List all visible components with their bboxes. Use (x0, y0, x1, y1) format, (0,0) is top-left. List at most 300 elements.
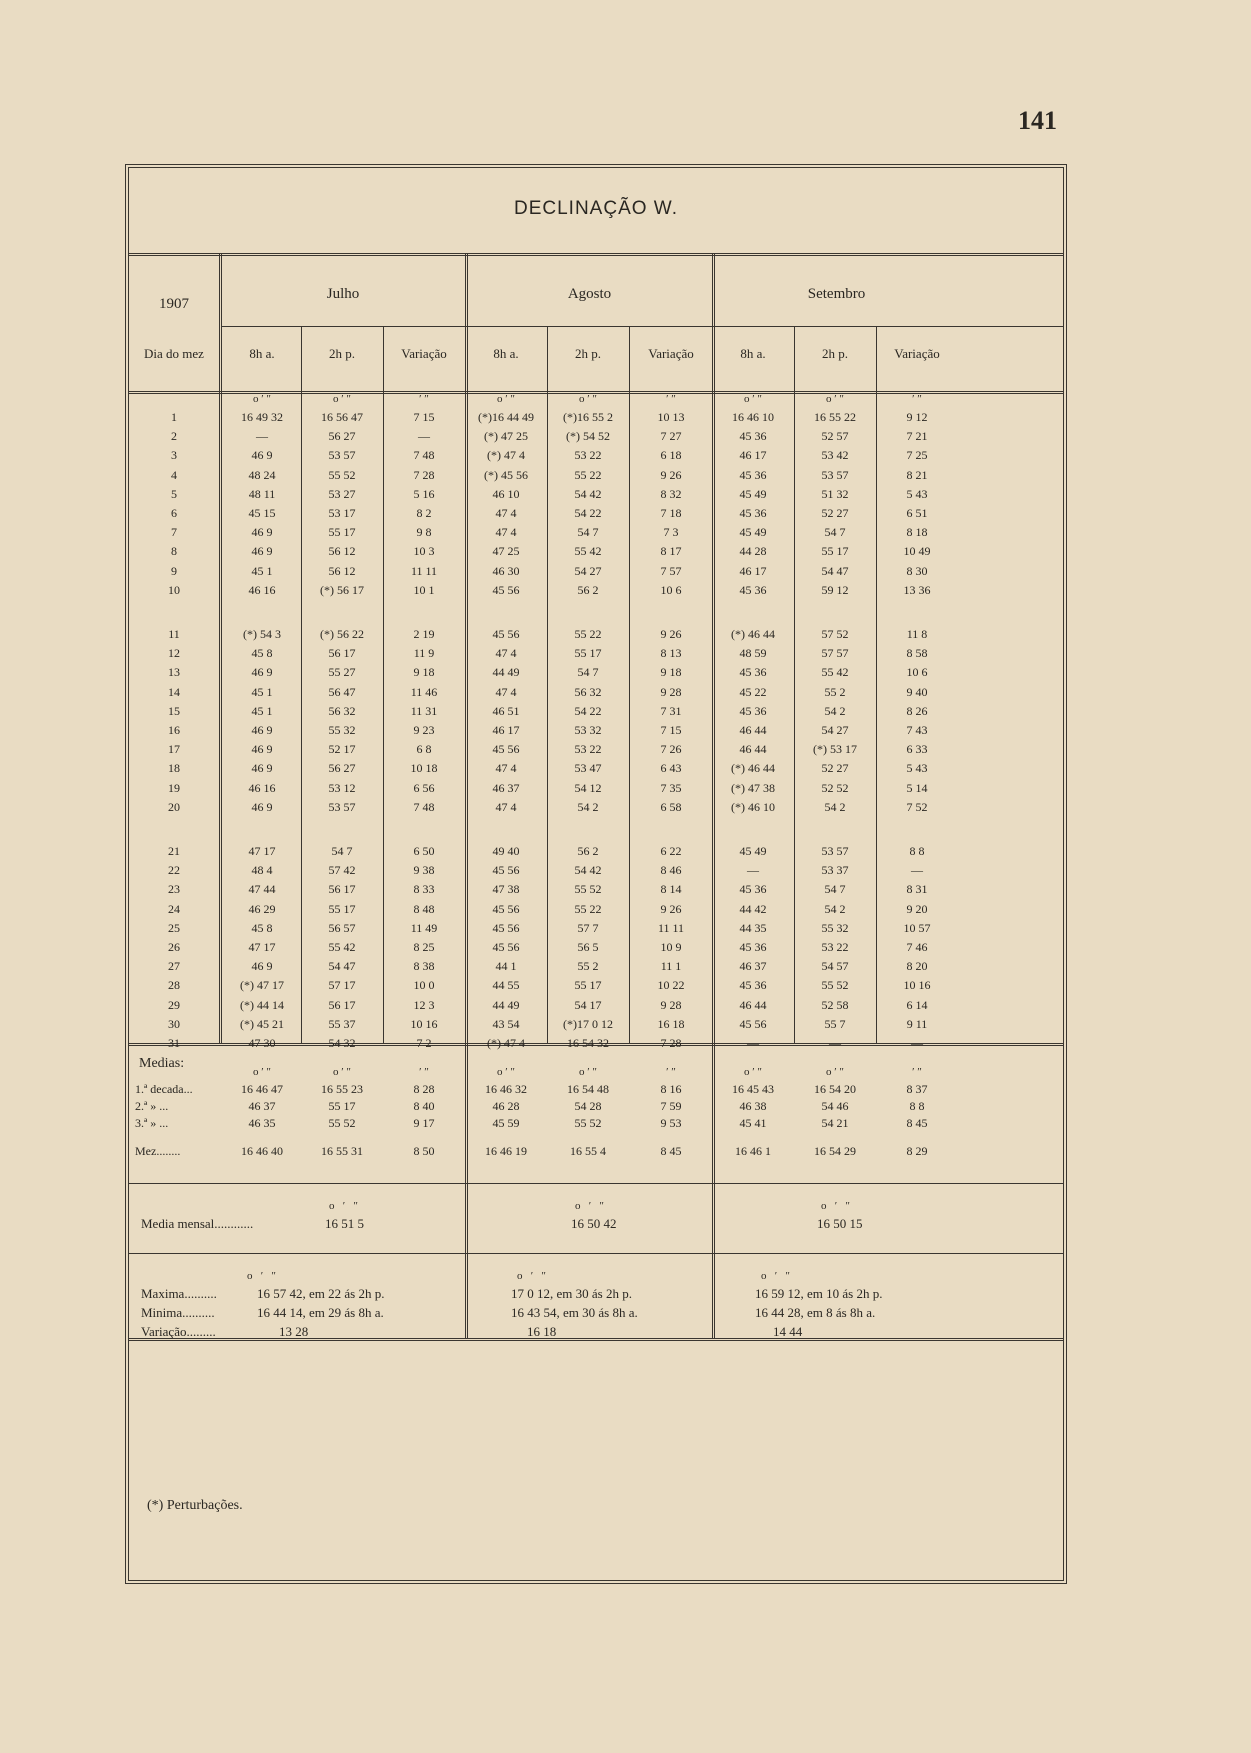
value-cell: (*) 47 38 (731, 780, 775, 795)
value-cell: 7 43 (906, 723, 928, 737)
value-cell: 47 4 (495, 646, 517, 661)
julho-maxima: 16 57 42, em 22 ás 2h p. (257, 1286, 385, 1301)
unit-mark: o ′ ″ (247, 1270, 276, 1282)
value-cell: 44 55 (492, 978, 520, 993)
medias-value: 8 16 (660, 1082, 682, 1096)
table-row (129, 685, 1063, 705)
setembro-maxima: 16 59 12, em 10 ás 2h p. (755, 1286, 883, 1301)
value-cell: (*) 47 4 (487, 1036, 525, 1050)
value-cell: 16 54 32 (567, 1036, 609, 1050)
agosto-variacao: 16 18 (527, 1324, 557, 1339)
medias-value: 55 17 (328, 1099, 356, 1113)
value-cell: 53 27 (328, 486, 356, 501)
unit-mark: o ′ ″ (253, 1066, 271, 1078)
medias-value: 8 45 (906, 1116, 928, 1130)
medias-value: 46 28 (492, 1099, 520, 1113)
value-cell: 56 5 (577, 940, 599, 954)
medias-value: 16 45 43 (732, 1082, 774, 1096)
column-header: 2h p. (822, 346, 848, 361)
value-cell: 55 2 (577, 959, 599, 974)
medias-value: 46 38 (739, 1099, 767, 1113)
medias-value: 55 52 (574, 1116, 602, 1130)
value-cell: — (747, 1036, 759, 1050)
value-cell: (*) 47 17 (240, 978, 284, 993)
value-cell: 9 18 (413, 665, 435, 680)
value-cell: 45 8 (251, 920, 273, 935)
medias-value: 8 45 (660, 1144, 682, 1158)
value-cell: 54 2 (824, 799, 846, 814)
value-cell: 48 4 (251, 863, 273, 878)
value-cell: 54 12 (574, 780, 602, 795)
page-number: 141 (1018, 106, 1057, 135)
medias-value: 8 29 (906, 1144, 928, 1158)
value-cell: (*) 47 25 (484, 429, 528, 444)
value-cell: 44 49 (492, 665, 520, 680)
unit-mark: o ′ ″ (579, 393, 597, 405)
medias-value: 16 55 23 (321, 1082, 363, 1096)
value-cell: 44 35 (739, 920, 767, 935)
unit-mark: o ′ ″ (744, 1066, 762, 1078)
value-cell: 7 26 (660, 742, 682, 757)
day-cell: 20 (168, 799, 180, 814)
value-cell: 8 25 (413, 940, 435, 954)
value-cell: 54 27 (574, 563, 602, 578)
value-cell: 7 46 (906, 940, 928, 954)
value-cell: 7 21 (906, 429, 928, 444)
minima-label: Minima.......... (141, 1305, 215, 1320)
column-header: Variação (894, 346, 940, 361)
value-cell: 55 2 (824, 684, 846, 699)
value-cell: 47 4 (495, 761, 517, 776)
value-cell: 54 57 (821, 959, 849, 974)
table-row (129, 1017, 1063, 1037)
value-cell: (*) 56 22 (320, 627, 364, 641)
rule (129, 253, 1063, 256)
table-row (129, 544, 1063, 564)
value-cell: 46 9 (251, 665, 273, 680)
month-header-setembro: Setembro (807, 286, 866, 302)
value-cell: 47 4 (495, 684, 517, 699)
value-cell: 52 27 (821, 506, 849, 520)
value-cell: 45 36 (739, 506, 767, 520)
value-cell: 47 4 (495, 506, 517, 520)
value-cell: 7 31 (660, 703, 682, 718)
value-cell: 55 17 (328, 525, 356, 540)
value-cell: — (747, 863, 759, 878)
medias-value: 9 17 (413, 1116, 435, 1130)
value-cell: 10 16 (903, 978, 931, 993)
medias-value: 16 55 4 (570, 1144, 606, 1158)
table-row (129, 978, 1063, 998)
value-cell: 47 25 (492, 544, 520, 559)
medias-row (129, 1144, 1063, 1164)
medias-row (129, 1116, 1063, 1136)
agosto-minima: 16 43 54, em 30 ás 8h a. (511, 1305, 638, 1320)
value-cell: 5 43 (906, 486, 928, 501)
day-cell: 6 (171, 506, 177, 520)
value-cell: 9 12 (906, 410, 928, 424)
medias-row-label: Mez........ (135, 1144, 181, 1158)
value-cell: 54 7 (824, 882, 846, 897)
value-cell: 45 56 (492, 627, 520, 641)
value-cell: 8 13 (660, 646, 682, 661)
value-cell: 10 18 (410, 761, 438, 776)
media-mensal-label: Media mensal............ (141, 1216, 254, 1231)
value-cell: 45 56 (492, 863, 520, 878)
value-cell: 7 25 (906, 448, 928, 463)
value-cell: 55 17 (328, 901, 356, 916)
value-cell: 56 17 (328, 646, 356, 661)
month-header-julho: Julho (326, 286, 360, 302)
value-cell: 56 2 (577, 582, 599, 597)
medias-value: 45 59 (492, 1116, 520, 1130)
value-cell: 8 30 (906, 563, 928, 578)
value-cell: 57 52 (821, 627, 849, 641)
unit-mark: o ′ ″ (575, 1200, 604, 1212)
value-cell: 9 8 (416, 525, 432, 540)
unit-mark: o ′ ″ (826, 1066, 844, 1078)
value-cell: 56 17 (328, 997, 356, 1012)
value-cell: 45 8 (251, 646, 273, 661)
value-cell: 54 47 (328, 959, 356, 974)
rule (129, 1338, 1063, 1341)
medias-value: 16 54 48 (567, 1082, 609, 1096)
unit-mark: o ′ ″ (826, 393, 844, 405)
value-cell: 5 14 (906, 780, 928, 795)
value-cell: 11 8 (906, 627, 928, 641)
value-cell: 54 7 (577, 665, 599, 680)
value-cell: 52 17 (328, 742, 356, 757)
value-cell: 54 27 (821, 723, 849, 737)
value-cell: 9 18 (660, 665, 682, 680)
table-row (129, 410, 1063, 430)
value-cell: 54 47 (821, 563, 849, 578)
value-cell: 57 42 (328, 863, 356, 878)
value-cell: 55 52 (328, 467, 356, 482)
table-row (129, 761, 1063, 781)
table-row (129, 525, 1063, 545)
value-cell: 51 32 (821, 486, 849, 501)
value-cell: 7 18 (660, 506, 682, 520)
medias-value: 54 21 (821, 1116, 849, 1130)
value-cell: 44 49 (492, 997, 520, 1012)
value-cell: 6 58 (660, 799, 682, 814)
value-cell: 5 43 (906, 761, 928, 776)
value-cell: 45 36 (739, 978, 767, 993)
medias-value: 8 28 (413, 1082, 435, 1096)
column-header: Variação (648, 346, 694, 361)
value-cell: 46 9 (251, 959, 273, 974)
value-cell: 45 49 (739, 486, 767, 501)
value-cell: 57 7 (577, 920, 599, 935)
value-cell: 53 22 (574, 742, 602, 757)
value-cell: 11 1 (660, 959, 682, 974)
value-cell: 54 22 (574, 703, 602, 718)
value-cell: 57 17 (328, 978, 356, 993)
year-header: 1907 (159, 296, 189, 312)
footnote: (*) Perturbações. (147, 1498, 243, 1513)
value-cell: 46 17 (739, 563, 767, 578)
unit-mark: ′ ″ (912, 1066, 922, 1078)
medias-value: 16 54 29 (814, 1144, 856, 1158)
unit-mark: o ′ ″ (333, 1066, 351, 1078)
table-row (129, 583, 1063, 603)
value-cell: 48 24 (248, 467, 276, 482)
value-cell: 8 18 (906, 525, 928, 540)
value-cell: 8 48 (413, 901, 435, 916)
unit-mark: o ′ ″ (497, 1066, 515, 1078)
value-cell: 46 9 (251, 544, 273, 559)
unit-mark: ′ ″ (666, 393, 676, 405)
value-cell: 10 1 (413, 582, 435, 597)
value-cell: 46 16 (248, 780, 276, 795)
value-cell: 9 11 (906, 1016, 928, 1031)
medias-value: 16 46 1 (735, 1144, 771, 1158)
value-cell: 47 17 (248, 940, 276, 954)
value-cell: 10 9 (660, 940, 682, 954)
value-cell: 6 8 (416, 742, 432, 757)
value-cell: 9 26 (660, 627, 682, 641)
month-header-agosto: Agosto (567, 286, 612, 302)
column-header: 8h a. (249, 346, 275, 361)
value-cell: 54 42 (574, 486, 602, 501)
day-cell: 29 (168, 997, 180, 1012)
value-cell: 8 46 (660, 863, 682, 878)
value-cell: 8 31 (906, 882, 928, 897)
table-row (129, 742, 1063, 762)
value-cell: (*) 45 21 (240, 1016, 284, 1031)
maxima-label: Maxima.......... (141, 1286, 217, 1301)
value-cell: 52 57 (821, 429, 849, 444)
value-cell: 6 18 (660, 448, 682, 463)
value-cell: 55 37 (328, 1016, 356, 1031)
value-cell: 9 40 (906, 684, 928, 699)
column-header: 2h p. (329, 346, 355, 361)
table-row (129, 940, 1063, 960)
value-cell: 47 44 (248, 882, 276, 897)
medias-value: 46 37 (248, 1099, 276, 1113)
medias-value: 9 53 (660, 1116, 682, 1130)
value-cell: 6 56 (413, 780, 435, 795)
value-cell: (*) 56 17 (320, 582, 364, 597)
value-cell: 6 14 (906, 997, 928, 1012)
medias-value: 16 46 47 (241, 1082, 283, 1096)
value-cell: 59 12 (821, 582, 849, 597)
declination-table (125, 164, 1067, 1584)
value-cell: 56 47 (328, 684, 356, 699)
table-row (129, 921, 1063, 941)
day-cell: 15 (168, 703, 180, 718)
value-cell: 53 12 (328, 780, 356, 795)
unit-mark: ′ ″ (419, 393, 429, 405)
medias-value: 8 50 (413, 1144, 435, 1158)
media-mensal-julho: 16 51 5 (325, 1216, 364, 1231)
value-cell: 11 9 (413, 646, 435, 661)
value-cell: 46 9 (251, 448, 273, 463)
medias-value: 16 46 32 (485, 1082, 527, 1096)
julho-variacao: 13 28 (279, 1324, 309, 1339)
value-cell: 47 38 (492, 882, 520, 897)
value-cell: 55 42 (574, 544, 602, 559)
medias-value: 16 46 40 (241, 1144, 283, 1158)
value-cell: (*)17 0 12 (563, 1016, 613, 1031)
value-cell: 10 22 (657, 978, 685, 993)
table-row (129, 882, 1063, 902)
value-cell: 44 42 (739, 901, 767, 916)
value-cell: — (418, 429, 430, 444)
day-cell: 8 (171, 544, 177, 559)
value-cell: 7 27 (660, 429, 682, 444)
value-cell: (*) 45 56 (484, 467, 528, 482)
value-cell: 56 32 (328, 703, 356, 718)
value-cell: 45 56 (492, 940, 520, 954)
unit-mark: o ′ ″ (761, 1270, 790, 1282)
value-cell: 53 57 (821, 844, 849, 858)
value-cell: 8 17 (660, 544, 682, 559)
rule (129, 1253, 1063, 1254)
value-cell: 8 32 (660, 486, 682, 501)
day-cell: 14 (168, 684, 180, 699)
value-cell: 12 3 (413, 997, 435, 1012)
value-cell: 46 16 (248, 582, 276, 597)
value-cell: 9 38 (413, 863, 435, 878)
value-cell: 46 17 (739, 448, 767, 463)
day-cell: 12 (168, 646, 180, 661)
day-header: Dia do mez (144, 346, 204, 361)
unit-mark: o ′ ″ (497, 393, 515, 405)
table-row (129, 506, 1063, 526)
value-cell: 11 46 (410, 684, 438, 699)
value-cell: 57 57 (821, 646, 849, 661)
value-cell: 55 52 (574, 882, 602, 897)
value-cell: 46 9 (251, 761, 273, 776)
value-cell: 53 42 (821, 448, 849, 463)
value-cell: 55 17 (574, 978, 602, 993)
table-row (129, 1036, 1063, 1056)
value-cell: 55 27 (328, 665, 356, 680)
day-cell: 24 (168, 901, 180, 916)
value-cell: (*) 44 14 (240, 997, 284, 1012)
value-cell: 54 7 (577, 525, 599, 540)
value-cell: 47 4 (495, 799, 517, 814)
day-cell: 9 (171, 563, 177, 578)
value-cell: 9 26 (660, 467, 682, 482)
table-row (129, 564, 1063, 584)
value-cell: 44 28 (739, 544, 767, 559)
value-cell: 46 30 (492, 563, 520, 578)
value-cell: 56 57 (328, 920, 356, 935)
table-row (129, 781, 1063, 801)
day-cell: 26 (168, 940, 180, 954)
value-cell: 56 27 (328, 429, 356, 444)
value-cell: 45 56 (492, 742, 520, 757)
value-cell: 46 9 (251, 525, 273, 540)
day-cell: 16 (168, 723, 180, 737)
value-cell: 54 32 (328, 1036, 356, 1050)
value-cell: (*) 46 44 (731, 627, 775, 641)
value-cell: 8 26 (906, 703, 928, 718)
julho-minima: 16 44 14, em 29 ás 8h a. (257, 1305, 384, 1320)
value-cell: 7 57 (660, 563, 682, 578)
day-cell: 25 (168, 920, 180, 935)
value-cell: 56 27 (328, 761, 356, 776)
value-cell: 55 17 (821, 544, 849, 559)
value-cell: 53 22 (821, 940, 849, 954)
variacao-label: Variação......... (141, 1324, 216, 1339)
value-cell: 10 57 (903, 920, 931, 935)
medias-value: 7 59 (660, 1099, 682, 1113)
medias-value: 8 40 (413, 1099, 435, 1113)
value-cell: 56 32 (574, 684, 602, 699)
value-cell: 45 36 (739, 582, 767, 597)
value-cell: 10 6 (660, 582, 682, 597)
value-cell: 9 26 (660, 901, 682, 916)
value-cell: 52 52 (821, 780, 849, 795)
value-cell: 10 3 (413, 544, 435, 559)
value-cell: 11 49 (410, 920, 438, 935)
value-cell: 55 7 (824, 1016, 846, 1031)
medias-value: 54 46 (821, 1099, 849, 1113)
value-cell: 16 49 32 (241, 410, 283, 424)
value-cell: 45 49 (739, 525, 767, 540)
day-cell: 21 (168, 844, 180, 858)
medias-row-label: 2.ª » ... (135, 1099, 169, 1113)
value-cell: 45 56 (492, 901, 520, 916)
value-cell: 7 2 (416, 1036, 432, 1050)
value-cell: 13 36 (903, 582, 931, 597)
value-cell: 45 36 (739, 467, 767, 482)
value-cell: — (256, 429, 268, 444)
day-cell: 19 (168, 780, 180, 795)
value-cell: 55 17 (574, 646, 602, 661)
value-cell: — (911, 863, 923, 878)
value-cell: 8 14 (660, 882, 682, 897)
value-cell: 55 52 (821, 978, 849, 993)
value-cell: 53 57 (328, 799, 356, 814)
value-cell: 45 56 (492, 582, 520, 597)
day-cell: 17 (168, 742, 180, 757)
day-cell: 11 (168, 627, 180, 641)
day-cell: 13 (168, 665, 180, 680)
rule (129, 1183, 1063, 1184)
unit-mark: ′ ″ (666, 1066, 676, 1078)
value-cell: 8 38 (413, 959, 435, 974)
table-row (129, 646, 1063, 666)
value-cell: 55 32 (328, 723, 356, 737)
table-row (129, 429, 1063, 449)
unit-mark: o ′ ″ (821, 1200, 850, 1212)
value-cell: (*)16 44 49 (478, 410, 534, 424)
value-cell: 45 15 (248, 506, 276, 520)
value-cell: 45 1 (251, 703, 273, 718)
value-cell: 7 28 (660, 1036, 682, 1050)
unit-mark: o ′ ″ (517, 1270, 546, 1282)
value-cell: 55 42 (821, 665, 849, 680)
value-cell: 52 58 (821, 997, 849, 1012)
rule (221, 326, 1063, 327)
medias-value: 8 37 (906, 1082, 928, 1096)
value-cell: 54 7 (824, 525, 846, 540)
table-row (129, 902, 1063, 922)
day-cell: 23 (168, 882, 180, 897)
value-cell: 49 40 (492, 844, 520, 858)
day-cell: 3 (171, 448, 177, 463)
agosto-maxima: 17 0 12, em 30 ás 2h p. (511, 1286, 632, 1301)
value-cell: 9 28 (660, 997, 682, 1012)
value-cell: 46 44 (739, 742, 767, 757)
setembro-minima: 16 44 28, em 8 ás 8h a. (755, 1305, 876, 1320)
value-cell: (*)16 55 2 (563, 410, 613, 424)
